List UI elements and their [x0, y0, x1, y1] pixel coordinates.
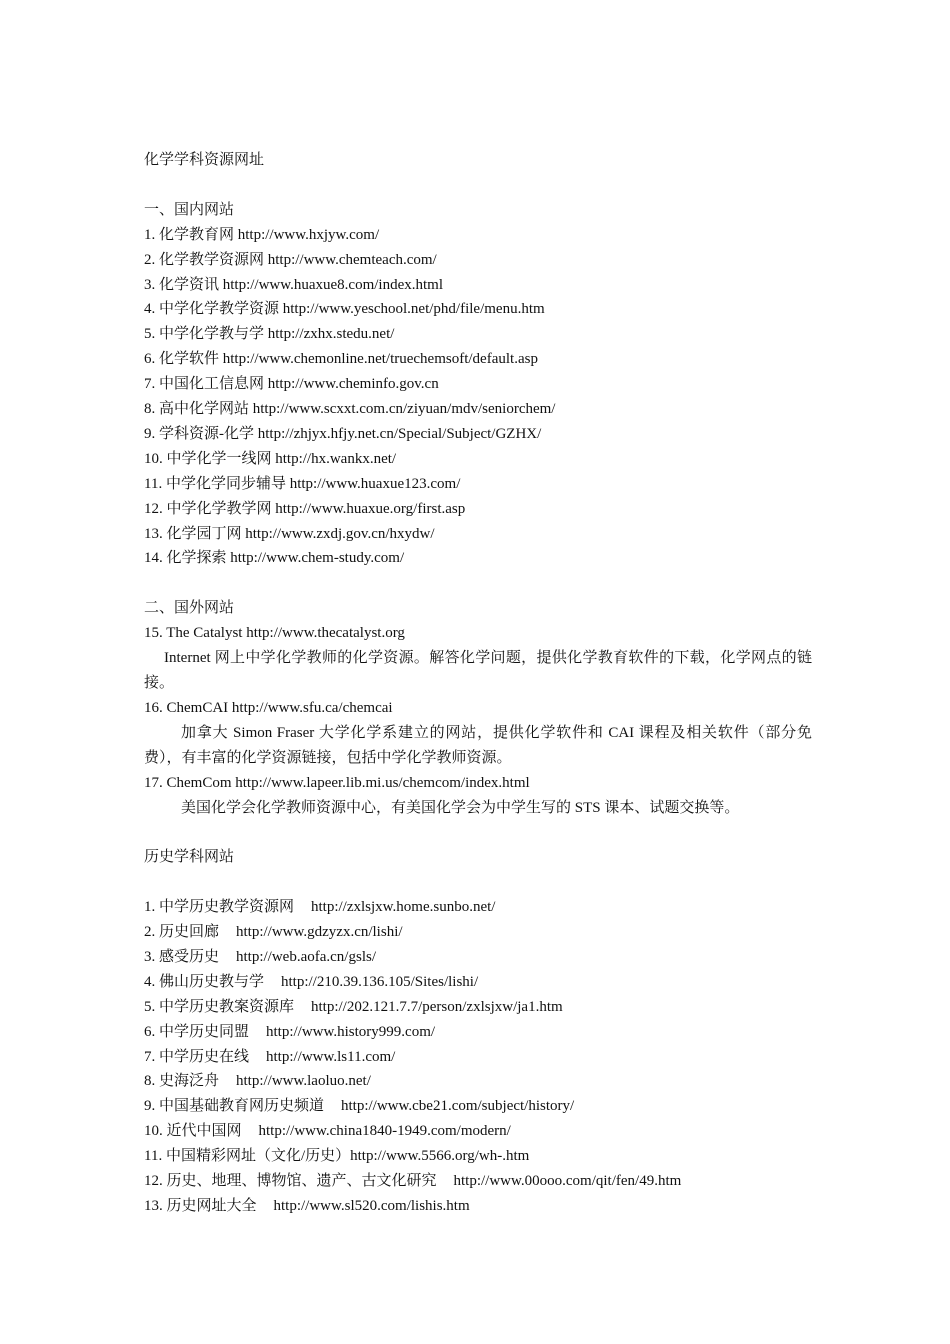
- domestic-item: 14. 化学探索 http://www.chem-study.com/: [144, 550, 405, 567]
- history-item-name: 5. 中学历史教案资源库: [144, 998, 295, 1015]
- history-item: [144, 1069, 812, 1094]
- history-item-url: http://www.laoluo.net/: [236, 1073, 371, 1090]
- spacer: [144, 820, 812, 845]
- spacer: [144, 571, 812, 596]
- history-item-url: http://www.00ooo.com/qit/fen/49.htm: [453, 1173, 682, 1190]
- history-item-name: 3. 感受历史: [144, 948, 220, 965]
- foreign-item-title: 17. ChemCom http://www.lapeer.lib.mi.us/chemcom/index.html: [144, 774, 530, 791]
- document-page: [144, 148, 812, 1219]
- domestic-heading: 一、国内网站: [144, 201, 235, 218]
- history-item-url: http://web.aofa.cn/gsls/: [236, 948, 376, 965]
- domestic-item: 3. 化学资讯 http://www.huaxue8.com/index.html: [144, 276, 443, 293]
- history-item: [144, 970, 812, 995]
- history-item: [144, 995, 812, 1020]
- foreign-item-title: 15. The Catalyst http://www.thecatalyst.org: [144, 625, 405, 642]
- history-item-url: http://www.gdzyzx.cn/lishi/: [236, 924, 403, 941]
- domestic-item: 10. 中学化学一线网 http://hx.wankx.net/: [144, 450, 397, 467]
- history-item: [144, 1020, 812, 1045]
- foreign-item-description: 加拿大 Simon Fraser 大学化学系建立的网站，提供化学软件和 CAI 课程及相关软件（部分免费），有丰富的化学资源链接，包括中学化学教师资源。: [144, 724, 812, 766]
- domestic-item: 1. 化学教育网 http://www.hxjyw.com/: [144, 226, 380, 243]
- history-item-url: http://202.121.7.7/person/zxlsjxw/ja1.htm: [311, 998, 563, 1015]
- history-item: [144, 1194, 812, 1219]
- history-item-url: http://www.cbe21.com/subject/history/: [341, 1098, 575, 1115]
- history-item-url: http://www.5566.org/wh-.htm: [350, 1148, 530, 1165]
- spacer: [144, 173, 812, 198]
- history-item: [144, 1119, 812, 1144]
- history-item: [144, 1045, 812, 1070]
- history-item-name: 13. 历史网址大全: [144, 1198, 257, 1214]
- history-item-url: http://210.39.136.105/Sites/lishi/: [281, 973, 479, 990]
- history-title: 历史学科网站: [144, 849, 235, 866]
- history-item-name: 10. 近代中国网: [144, 1123, 242, 1140]
- domestic-item: 6. 化学软件 http://www.chemonline.net/truechemsoft/default.asp: [144, 351, 538, 368]
- history-item-name: 9. 中国基础教育网历史频道: [144, 1098, 325, 1115]
- domestic-item: 12. 中学化学教学网 http://www.huaxue.org/first.asp: [144, 500, 466, 517]
- history-item-url: http://www.ls11.com/: [266, 1048, 396, 1065]
- history-item: [144, 1094, 812, 1119]
- foreign-item-title: 16. ChemCAI http://www.sfu.ca/chemcai: [144, 699, 393, 716]
- history-item: [144, 895, 812, 920]
- foreign-heading: 二、国外网站: [144, 600, 235, 617]
- history-item-name: 1. 中学历史教学资源网: [144, 899, 295, 916]
- history-item-name: 2. 历史回廊: [144, 924, 220, 941]
- domestic-item: 5. 中学化学教与学 http://zxhx.stedu.net/: [144, 326, 395, 343]
- history-item-url: http://www.history999.com/: [266, 1023, 436, 1040]
- history-item-url: http://zxlsjxw.home.sunbo.net/: [311, 899, 496, 916]
- foreign-item-description: 美国化学会化学教师资源中心，有美国化学会为中学生写的 STS 课本、试题交换等。: [181, 799, 740, 816]
- history-item: [144, 945, 812, 970]
- domestic-item: 8. 高中化学网站 http://www.scxxt.com.cn/ziyuan/mdv/seniorchem/: [144, 401, 556, 418]
- domestic-item: 13. 化学园丁网 http://www.zxdj.gov.cn/hxydw/: [144, 525, 435, 542]
- history-item: [144, 920, 812, 945]
- history-item-name: 7. 中学历史在线: [144, 1048, 250, 1065]
- history-item-name: 8. 史海泛舟: [144, 1073, 220, 1090]
- history-item-name: 12. 历史、地理、博物馆、遗产、古文化研究: [144, 1173, 437, 1190]
- history-item-url: http://www.sl520.com/lishis.htm: [273, 1198, 470, 1214]
- history-item-name: 6. 中学历史同盟: [144, 1023, 250, 1040]
- history-item-name: 4. 佛山历史教与学: [144, 973, 265, 990]
- domestic-item: 2. 化学教学资源网 http://www.chemteach.com/: [144, 251, 437, 268]
- domestic-item: 4. 中学化学教学资源 http://www.yeschool.net/phd/file/menu.htm: [144, 301, 545, 318]
- history-item-url: http://www.china1840-1949.com/modern/: [258, 1123, 511, 1140]
- foreign-item-description: Internet 网上中学化学教师的化学资源。解答化学问题，提供化学教育软件的下载，化学网点的链接。: [144, 650, 812, 691]
- history-item: [144, 1169, 812, 1194]
- history-item: [144, 1144, 812, 1169]
- chem-title: 化学学科资源网址: [144, 152, 265, 168]
- history-list: [144, 895, 812, 1219]
- history-item-name: 11. 中国精彩网址（文化/历史）: [144, 1148, 351, 1165]
- spacer: [144, 870, 812, 895]
- domestic-item: 9. 学科资源-化学 http://zhjyx.hfjy.net.cn/Special/Subject/GZHX/: [144, 425, 542, 442]
- domestic-item: 11. 中学化学同步辅导 http://www.huaxue123.com/: [144, 475, 461, 492]
- domestic-item: 7. 中国化工信息网 http://www.cheminfo.gov.cn: [144, 376, 439, 393]
